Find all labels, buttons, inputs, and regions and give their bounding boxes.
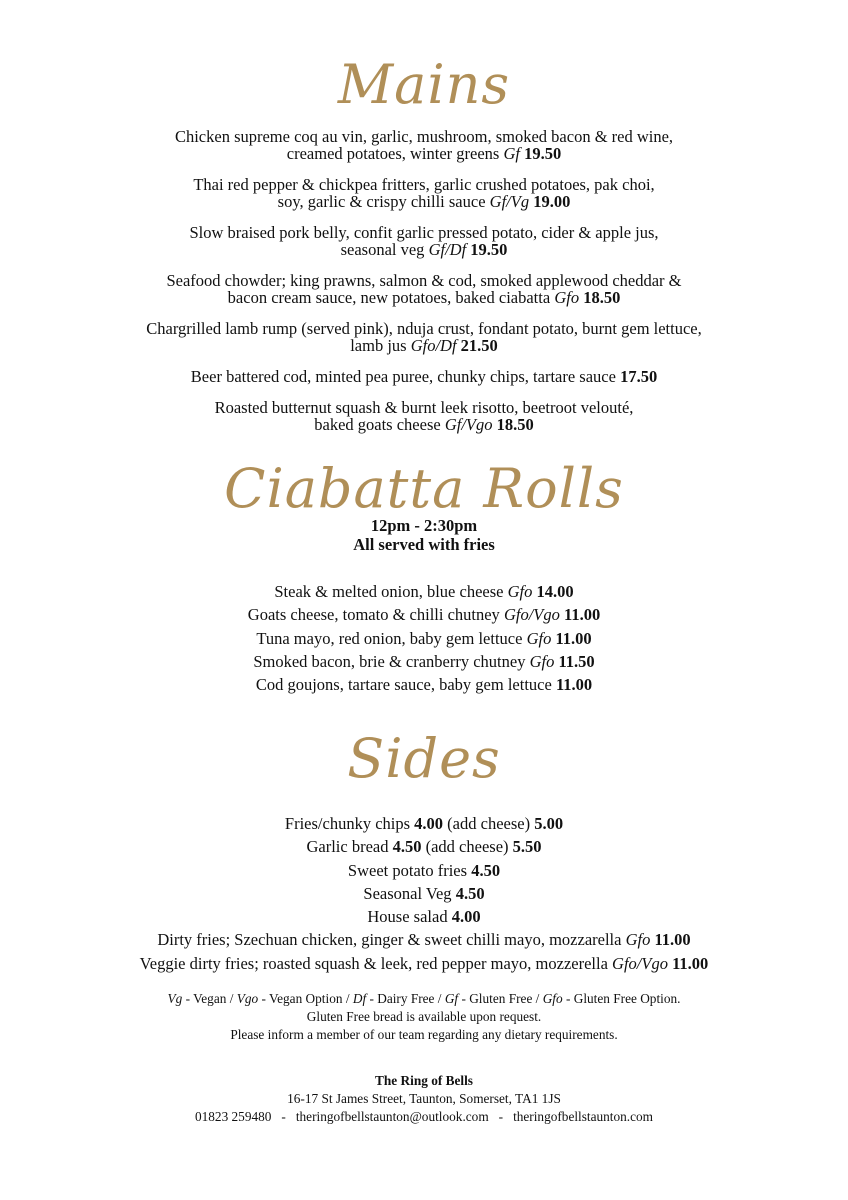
side-item <box>0 905 848 928</box>
item-dietary: Gfo <box>526 628 552 648</box>
item-description: Smoked bacon, brie & cranberry chutney <box>253 651 526 671</box>
dish-description-text: soy, garlic & crispy chilli sauce <box>277 192 486 211</box>
ciabatta-item <box>0 627 848 650</box>
legend-code: Vg <box>167 991 183 1006</box>
ciabatta-list <box>0 580 848 696</box>
dish-description-text: baked goats cheese <box>314 415 441 434</box>
item-dietary: Gfo <box>507 582 533 601</box>
legend-code: Gfo <box>542 991 563 1006</box>
ciabatta-item <box>0 650 848 673</box>
dish-description-line1: Chargrilled lamb rump (served pink), nduja crust, fondant potato, burnt gem lettuce, <box>146 319 702 338</box>
website-link[interactable]: theringofbellstaunton.com <box>513 1109 654 1124</box>
legend-label: Gluten Free <box>469 991 533 1006</box>
item-description: Sweet potato fries <box>347 860 468 880</box>
legend-codes: Vg - Vegan / Vgo - Vegan Option / Df - Dairy Free / Gf - Gluten Free / Gfo - Gluten Free Option. <box>167 991 681 1006</box>
item-extra: (add cheese) <box>447 814 531 833</box>
dish-description-line1: Slow braised pork belly, confit garlic pressed potato, cider & apple jus, <box>189 223 659 242</box>
main-dish <box>0 368 848 385</box>
dish-description-line1: Beer battered cod, minted pea puree, chunky chips, tartare sauce <box>190 367 616 386</box>
item-dietary: Gfo <box>529 651 555 671</box>
dish-description-line2 <box>0 289 848 306</box>
dish-price: 18.50 <box>496 415 534 434</box>
item-price: 11.00 <box>672 953 709 973</box>
item-price: 4.00 <box>414 814 444 833</box>
dish-price: 19.50 <box>470 240 508 259</box>
item-price: 14.00 <box>536 582 574 601</box>
main-dish <box>0 399 848 433</box>
legend-inform-note: Please inform a member of our team regarding any dietary requirements. <box>230 1027 618 1042</box>
item-description: Steak & melted onion, blue cheese <box>274 582 504 601</box>
dish-description-line2 <box>0 193 848 210</box>
item-description: Cod goujons, tartare sauce, baby gem lettuce <box>255 675 552 695</box>
dish-price: 19.00 <box>533 192 571 211</box>
dish-description-line2 <box>0 241 848 258</box>
item-extra-price: 5.50 <box>512 837 542 857</box>
item-description: Dirty fries; Szechuan chicken, ginger & sweet chilli mayo, mozzarella <box>157 930 622 950</box>
item-description: Garlic bread <box>306 837 389 857</box>
dish-description-line2 <box>0 416 848 433</box>
item-price: 11.00 <box>654 930 691 950</box>
item-price: 11.00 <box>563 605 601 625</box>
item-price: 4.50 <box>455 883 485 903</box>
legend-bread-note: Gluten Free bread is available upon request. <box>306 1009 542 1024</box>
restaurant-address: 16-17 St James Street, Taunton, Somerset, TA1 1JS <box>287 1091 561 1106</box>
legend-code: Vgo <box>236 991 259 1006</box>
item-extra: (add cheese) <box>425 837 509 857</box>
sides-heading: Sides <box>347 727 501 790</box>
dish-description-line1: Thai red pepper & chickpea fritters, garlic crushed potatoes, pak choi, <box>193 175 655 194</box>
dish-description-line2 <box>0 145 848 162</box>
dish-description-text: bacon cream sauce, new potatoes, baked ciabatta <box>227 288 551 307</box>
main-dish <box>0 320 848 354</box>
dish-description-line1: Seafood chowder; king prawns, salmon & cod, smoked applewood cheddar & <box>166 271 682 290</box>
item-dietary: Gfo <box>625 930 651 950</box>
contact-separator: - <box>274 1109 293 1124</box>
dish-description-line1: Roasted butternut squash & burnt leek risotto, beetroot velouté, <box>214 398 634 417</box>
dish-description-text: lamb jus <box>350 336 407 355</box>
side-item <box>0 835 848 858</box>
side-item <box>0 952 848 975</box>
dish-dietary: Gf/Vgo <box>444 415 493 434</box>
mains-list <box>0 128 848 447</box>
dish-dietary: Gf/Df <box>428 240 467 259</box>
dish-price: 19.50 <box>524 144 562 163</box>
dish-description-text: seasonal veg <box>340 240 425 259</box>
ciabatta-item <box>0 603 848 626</box>
item-price: 4.50 <box>392 837 422 857</box>
item-description: Fries/chunky chips <box>284 814 411 833</box>
dish-description-text: creamed potatoes, winter greens <box>286 144 500 163</box>
item-dietary: Gfo/Vgo <box>503 605 560 625</box>
legend-code: Gf <box>444 991 459 1006</box>
side-item <box>0 928 848 951</box>
item-description: Veggie dirty fries; roasted squash & leek, red pepper mayo, mozzerella <box>139 953 608 973</box>
item-dietary: Gfo/Vgo <box>612 953 668 973</box>
ciabatta-item <box>0 673 848 696</box>
ciabatta-subtitle <box>0 516 848 554</box>
dish-description-line2 <box>0 337 848 354</box>
mains-heading: Mains <box>337 53 511 116</box>
item-description: Goats cheese, tomato & chilli chutney <box>247 605 500 625</box>
dish-price: 21.50 <box>460 336 498 355</box>
main-dish <box>0 128 848 162</box>
item-price: 4.50 <box>471 860 501 880</box>
item-price: 11.00 <box>555 675 593 695</box>
footer <box>0 1072 848 1126</box>
side-item <box>0 859 848 882</box>
dish-price: 17.50 <box>620 367 658 386</box>
main-dish <box>0 272 848 306</box>
item-description: House salad <box>367 907 448 927</box>
item-description: Tuna mayo, red onion, baby gem lettuce <box>256 628 523 648</box>
item-price: 11.00 <box>555 628 592 648</box>
legend-label: Dairy Free <box>377 991 435 1006</box>
dish-dietary: Gf/Vg <box>489 192 530 211</box>
email-link[interactable]: theringofbellstaunton@outlook.com <box>295 1109 489 1124</box>
ciabatta-heading: Ciabatta Rolls <box>224 457 624 520</box>
dish-dietary: Gf <box>503 144 520 163</box>
main-dish <box>0 176 848 210</box>
side-item <box>0 812 848 835</box>
dish-dietary: Gfo <box>554 288 580 307</box>
contact-line <box>0 1108 848 1126</box>
item-price: 11.50 <box>558 651 595 671</box>
dietary-legend <box>0 990 848 1044</box>
dish-description-line1: Chicken supreme coq au vin, garlic, mushroom, smoked bacon & red wine, <box>174 127 674 146</box>
ciabatta-note: All served with fries <box>353 535 495 554</box>
item-extra-price: 5.00 <box>534 814 564 833</box>
dish-price: 18.50 <box>583 288 621 307</box>
phone-number[interactable]: 01823 259480 <box>194 1109 272 1124</box>
legend-label: Vegan Option <box>269 991 343 1006</box>
item-price: 4.00 <box>451 907 481 927</box>
contact-separator: - <box>492 1109 510 1124</box>
item-description: Seasonal Veg <box>363 883 452 903</box>
dish-dietary: Gfo/Df <box>410 336 457 355</box>
side-item <box>0 882 848 905</box>
restaurant-name: The Ring of Bells <box>375 1073 473 1088</box>
legend-label: Gluten Free Option. <box>573 991 681 1006</box>
ciabatta-hours: 12pm - 2:30pm <box>370 516 478 535</box>
main-dish <box>0 224 848 258</box>
sides-list <box>0 812 848 975</box>
legend-label: Vegan <box>193 991 227 1006</box>
ciabatta-item <box>0 580 848 603</box>
legend-code: Df <box>352 991 367 1006</box>
